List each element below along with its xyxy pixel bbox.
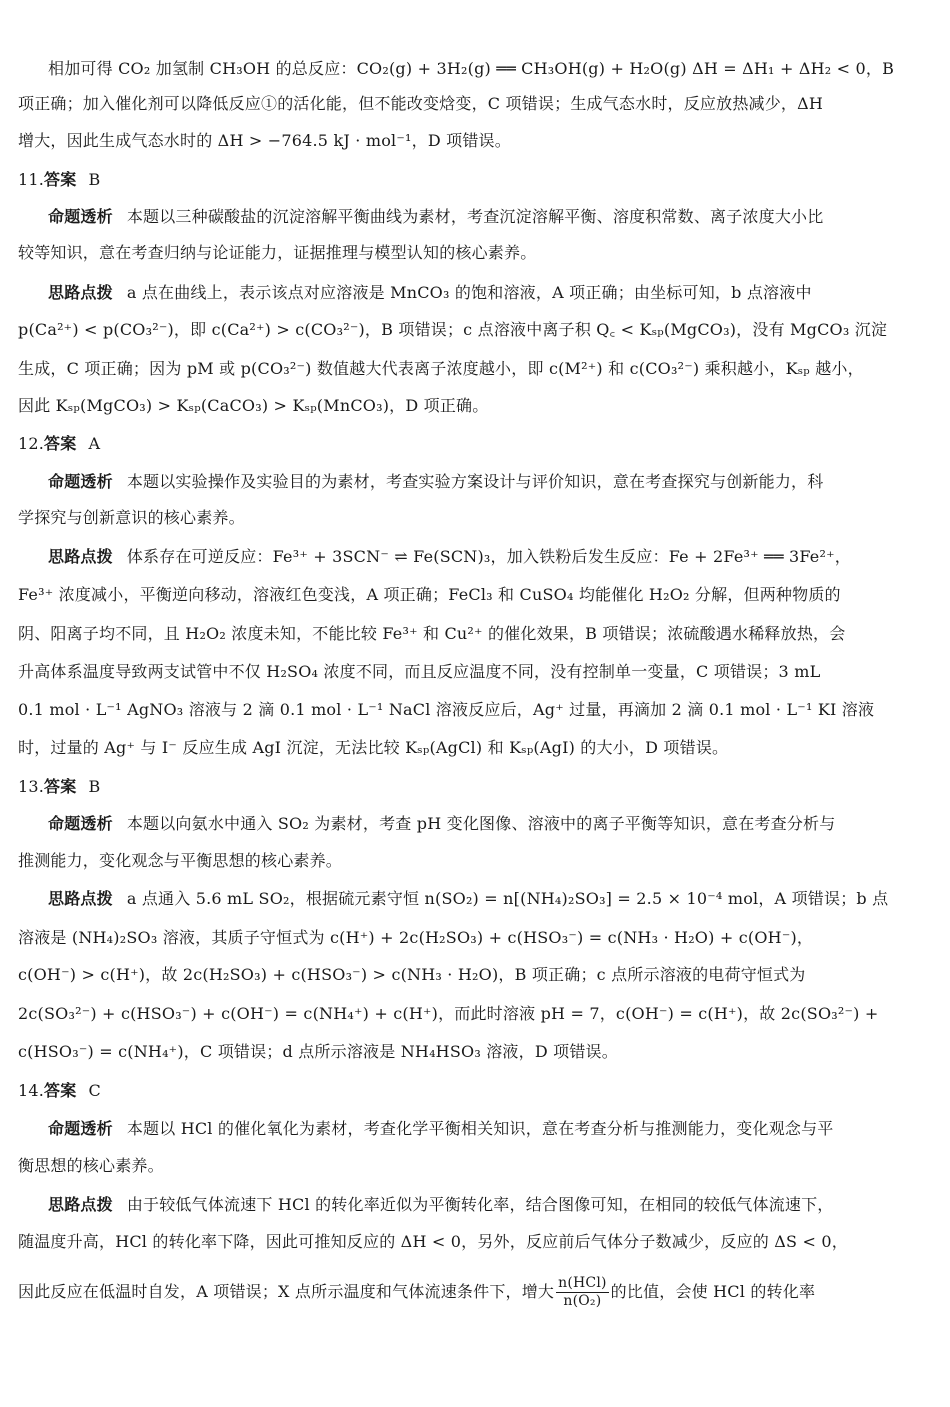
text-line: 随温度升高，HCl 的转化率下降，因此可推知反应的 ΔH < 0，另外，反应前后气体分子数减少，反应的 ΔS < 0， <box>18 1232 848 1251</box>
answer-value: B <box>88 777 101 796</box>
analysis-label: 命题透析 <box>48 207 113 226</box>
answer-label: 答案 <box>44 170 77 189</box>
text-line: 增大，因此生成气态水时的 ΔH > −764.5 kJ · mol⁻¹，D 项错误。 <box>18 131 511 150</box>
text-segment: 的比值，会使 HCl 的转化率 <box>610 1282 816 1301</box>
text-line: 项正确；加入催化剂可以降低反应①的活化能，但不能改变焓变，C 项错误；生成气态水时，反应放热减少，ΔH <box>18 94 824 113</box>
analysis-label: 命题透析 <box>48 472 113 491</box>
analysis-text: 本题以 HCl 的催化氧化为素材，考查化学平衡相关知识，意在考查分析与推测能力，变化观念与平 <box>126 1119 834 1138</box>
analysis-text: 本题以实验操作及实验目的为素材，考查实验方案设计与评价知识，意在考查探究与创新能力，科 <box>126 472 824 491</box>
analysis-text: 本题以三种碳酸盐的沉淀溶解平衡曲线为素材，考查沉淀溶解平衡、溶度积常数、离子浓度大小比 <box>126 207 824 226</box>
text-line: 2c(SO₃²⁻) + c(HSO₃⁻) + c(OH⁻) = c(NH₄⁺) + c(H⁺)，而此时溶液 pH = 7，c(OH⁻) = c(H⁺)，故 2c(SO₃²⁻) + <box>18 1004 879 1023</box>
text-line: c(OH⁻) > c(H⁺)，故 2c(H₂SO₃) + c(HSO₃⁻) > c(NH₃ · H₂O)，B 项正确；c 点所示溶液的电荷守恒式为 <box>18 965 806 984</box>
text-line: 推测能力，变化观念与平衡思想的核心素养。 <box>18 851 343 870</box>
text-line: 相加可得 CO₂ 加氢制 CH₃OH 的总反应：CO₂(g) + 3H₂(g) ══ CH₃OH(g) + H₂O(g) ΔH = ΔH₁ + ΔH₂ < 0，B <box>48 59 895 78</box>
q13-analysis-line <box>48 812 930 836</box>
answer-value: B <box>88 170 101 189</box>
answer-label: 答案 <box>44 434 77 453</box>
q14-answer-line <box>18 1079 930 1103</box>
hint-text: 体系存在可逆反应：Fe³⁺ + 3SCN⁻ ⇌ Fe(SCN)₃，加入铁粉后发生反应：Fe + 2Fe³⁺ ══ 3Fe²⁺， <box>126 547 851 566</box>
hint-label: 思路点拨 <box>48 889 113 908</box>
hint-label: 思路点拨 <box>48 283 113 302</box>
analysis-text: 本题以向氨水中通入 SO₂ 为素材，考查 pH 变化图像、溶液中的离子平衡等知识，意在考查分析与 <box>126 814 836 833</box>
q12-answer-line <box>18 432 930 456</box>
text-line: 0.1 mol · L⁻¹ AgNO₃ 溶液与 2 滴 0.1 mol · L⁻¹ NaCl 溶液反应后，Ag⁺ 过量，再滴加 2 滴 0.1 mol · L⁻¹ KI 溶液 <box>18 700 875 719</box>
text-segment: 因此反应在低温时自发，A 项错误；X 点所示温度和气体流速条件下，增大 <box>18 1282 555 1301</box>
text-line: 生成，C 项正确；因为 pM 或 p(CO₃²⁻) 数值越大代表离子浓度越小，即 c(M²⁺) 和 c(CO₃²⁻) 乘积越小，Kₛₚ 越小， <box>18 359 864 378</box>
q11-hint-line <box>48 281 930 305</box>
hint-text: 由于较低气体流速下 HCl 的转化率近似为平衡转化率，结合图像可知，在相同的较低气体流速下， <box>126 1195 834 1214</box>
hint-text: a 点通入 5.6 mL SO₂，根据硫元素守恒 n(SO₂) = n[(NH₄)₂SO₃] = 2.5 × 10⁻⁴ mol，A 项错误；b 点 <box>126 889 889 908</box>
answer-value: A <box>88 434 101 453</box>
answer-label: 答案 <box>44 1081 77 1100</box>
hint-text: a 点在曲线上，表示该点对应溶液是 MnCO₃ 的饱和溶液，A 项正确；由坐标可知，b 点溶液中 <box>126 283 812 302</box>
q14-hint-line <box>48 1193 930 1217</box>
text-line: p(Ca²⁺) < p(CO₃²⁻)，即 c(Ca²⁺) > c(CO₃²⁻)，B 项错误；c 点溶液中离子积 Q꜀ < Kₛₚ(MgCO₃)，没有 MgCO₃ 沉淀 <box>18 320 888 339</box>
text-line: 学探究与创新意识的核心素养。 <box>18 508 245 527</box>
text-line: 因此 Kₛₚ(MgCO₃) > Kₛₚ(CaCO₃) > Kₛₚ(MnCO₃)，D 项正确。 <box>18 396 489 415</box>
q11-analysis-line <box>48 205 930 229</box>
q12-analysis-line <box>48 470 930 494</box>
fraction-numerator: n(HCl) <box>558 1275 607 1291</box>
text-line: 时，过量的 Ag⁺ 与 I⁻ 反应生成 AgI 沉淀，无法比较 Kₛₚ(AgCl) 和 Kₛₚ(AgI) 的大小，D 项错误。 <box>18 738 729 757</box>
text-line: c(HSO₃⁻) = c(NH₄⁺)，C 项错误；d 点所示溶液是 NH₄HSO₃ 溶液，D 项错误。 <box>18 1042 618 1061</box>
text-line: 阴、阳离子均不同，且 H₂O₂ 浓度未知，不能比较 Fe³⁺ 和 Cu²⁺ 的催化效果，B 项错误；浓硫酸遇水稀释放热，会 <box>18 624 846 643</box>
text-line: Fe³⁺ 浓度减小，平衡逆向移动，溶液红色变浅，A 项正确；FeCl₃ 和 CuSO₄ 均能催化 H₂O₂ 分解，但两种物质的 <box>18 585 841 604</box>
text-line: 溶液是 (NH₄)₂SO₃ 溶液，其质子守恒式为 c(H⁺) + 2c(H₂SO₃) + c(HSO₃⁻) = c(NH₃ · H₂O) + c(OH⁻)， <box>18 928 814 947</box>
analysis-label: 命题透析 <box>48 1119 113 1138</box>
question-number: 14. <box>18 1081 45 1100</box>
text-line: 较等知识，意在考查归纳与论证能力，证据推理与模型认知的核心素养。 <box>18 243 537 262</box>
answer-label: 答案 <box>44 777 77 796</box>
q13-hint-line <box>48 887 930 911</box>
q11-answer-line <box>18 168 930 192</box>
q13-answer-line <box>18 775 930 799</box>
text-line: 衡思想的核心素养。 <box>18 1156 164 1175</box>
question-number: 12. <box>18 434 45 453</box>
hint-label: 思路点拨 <box>48 547 113 566</box>
question-number: 11. <box>18 170 45 189</box>
answer-value: C <box>88 1081 101 1100</box>
q12-hint-line <box>48 545 930 569</box>
q14-fraction-line <box>18 1272 930 1312</box>
fraction-denominator: n(O₂) <box>563 1293 602 1309</box>
fraction <box>556 1275 609 1310</box>
hint-label: 思路点拨 <box>48 1195 113 1214</box>
question-number: 13. <box>18 777 45 796</box>
q14-analysis-line <box>48 1117 930 1141</box>
analysis-label: 命题透析 <box>48 814 113 833</box>
text-line: 升高体系温度导致两支试管中不仅 H₂SO₄ 浓度不同，而且反应温度不同，没有控制单一变量，C 项错误；3 mL <box>18 662 821 681</box>
